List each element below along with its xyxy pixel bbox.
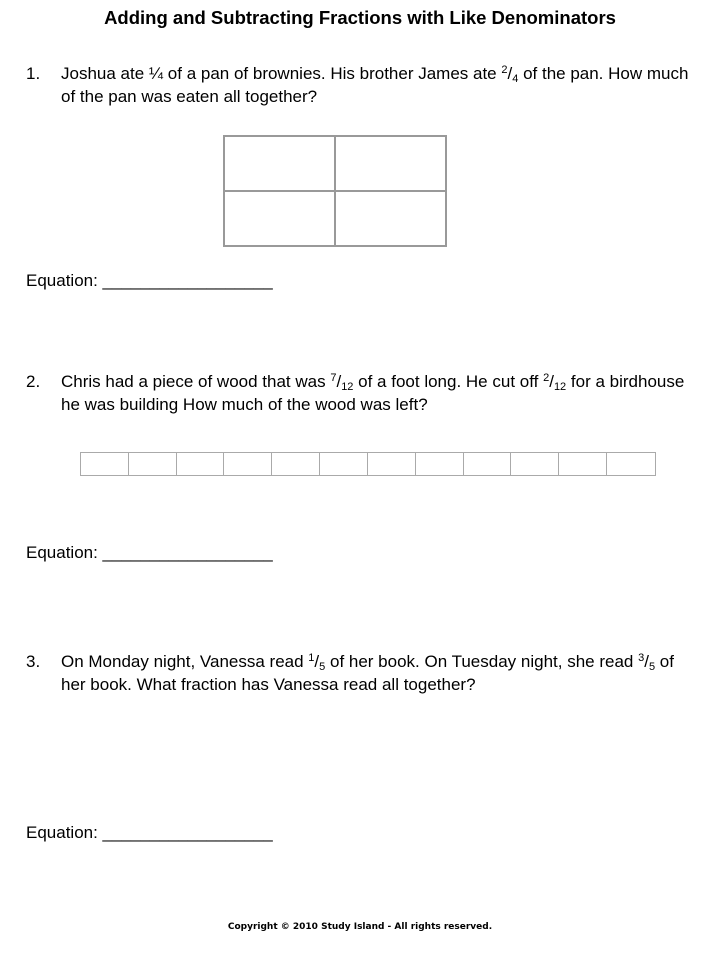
strip-cell	[81, 453, 129, 475]
copyright-footer: Copyright © 2010 Study Island - All rights reserved.	[227, 922, 493, 932]
strip-cell	[368, 453, 416, 475]
grid-cell	[224, 191, 335, 246]
strip-cell	[320, 453, 368, 475]
problem-text: Joshua ate ¼ of a pan of brownies. His brother James ate $^2/_4$ of the pan. How much of the pan was eaten all together?	[61, 64, 689, 106]
equation-1: Equation: __________________	[26, 271, 273, 290]
strip-cell	[224, 453, 272, 475]
problem-2	[26, 370, 696, 416]
grid-cell	[335, 136, 446, 191]
problem-3	[26, 650, 696, 696]
strip-cell	[607, 453, 655, 475]
equation-3: Equation: __________________	[26, 823, 273, 842]
strip-cell	[129, 453, 177, 475]
problem-1	[26, 62, 696, 108]
problem-number: 1.	[26, 64, 41, 83]
strip-cell	[416, 453, 464, 475]
twelfths-strip	[80, 452, 656, 476]
fourths-grid	[223, 135, 447, 247]
equation-2: Equation: __________________	[26, 543, 273, 562]
strip-cell	[559, 453, 607, 475]
strip-cell	[177, 453, 225, 475]
problem-number: 2.	[26, 372, 41, 391]
grid-cell	[224, 136, 335, 191]
strip-cell	[272, 453, 320, 475]
problem-text: On Monday night, Vanessa read $^1/_5$ of her book. On Tuesday night, she read $^3/_5$ of her book. What fraction has Vanessa read all together?	[61, 652, 674, 694]
strip-cell	[511, 453, 559, 475]
problem-number: 3.	[26, 652, 41, 671]
problem-text: Chris had a piece of wood that was $^7/_{12}$ of a foot long. He cut off $^2/_{12}$ for a birdhouse he was building How much of the wood was left?	[61, 372, 685, 414]
worksheet-title: Adding and Subtracting Fractions with Like Denominators	[104, 7, 616, 28]
grid-cell	[335, 191, 446, 246]
strip-cell	[464, 453, 512, 475]
